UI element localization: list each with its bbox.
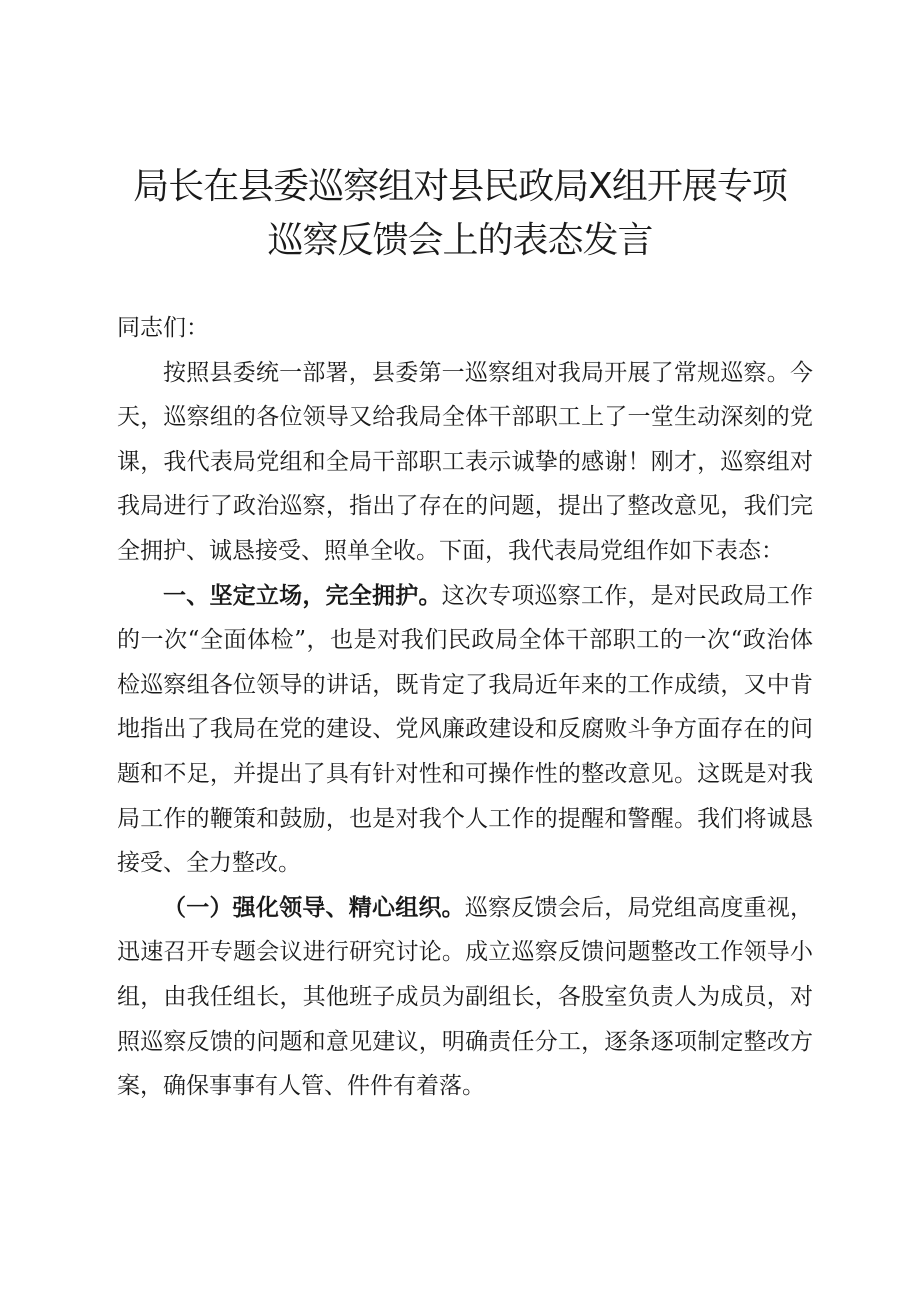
paragraph-intro: 按照县委统一部署，县委第一巡察组对我局开展了常规巡察。今天，巡察组的各位领导又给我局全体干部职工上了一堂生动深刻的党课，我代表局党组和全局干部职工表示诚挚的感谢！刚才，巡察组对我局进行了政治巡察，指出了存在的问题，提出了整改意见，我们完全拥护、诚恳接受、照单全收。下面，我代表局党组作如下表态： (117, 359, 813, 564)
salutation: 同志们： (117, 315, 209, 341)
subsection1-text: 巡察反馈会后，局党组高度重视，迅速召开专题会议进行研究讨论。成立巡察反馈问题整改工作领导小组，由我任组长，其他班子成员为副组长，各股室负责人为成员，对照巡察反馈的问题和意见建议，明确责任分工，逐条逐项制定整改方案，确保事事有人管、件件有着落。 (117, 894, 814, 1100)
subsection1-heading: （一）强化领导、精心组织。 (163, 893, 465, 921)
section1-text: 这次专项巡察工作，是对民政局工作的一次“全面体检”，也是对我们民政局全体干部职工的一次“政治体检巡察组各位领导的讲话，既肯定了我局近年来的工作成绩，又中肯地指出了我局在党的建设、党风廉政建设和反腐败斗争方面存在的问题和不足，并提出了具有针对性和可操作性的整改意见。这既是对我局工作的鞭策和鼓励，也是对我个人工作的提醒和警醒。我们将诚恳接受、全力整改。 (117, 582, 814, 877)
document-title-line2: 巡察反馈会上的表态发言 (267, 220, 653, 261)
paragraph-section1 (117, 574, 813, 886)
document-title-line1: 局长在县委巡察组对县民政局X组开展专项 (133, 166, 787, 207)
section1-heading: 一、坚定立场，完全拥护。 (163, 581, 442, 609)
paragraph-subsection1 (117, 886, 813, 1109)
document-body (117, 306, 813, 1109)
